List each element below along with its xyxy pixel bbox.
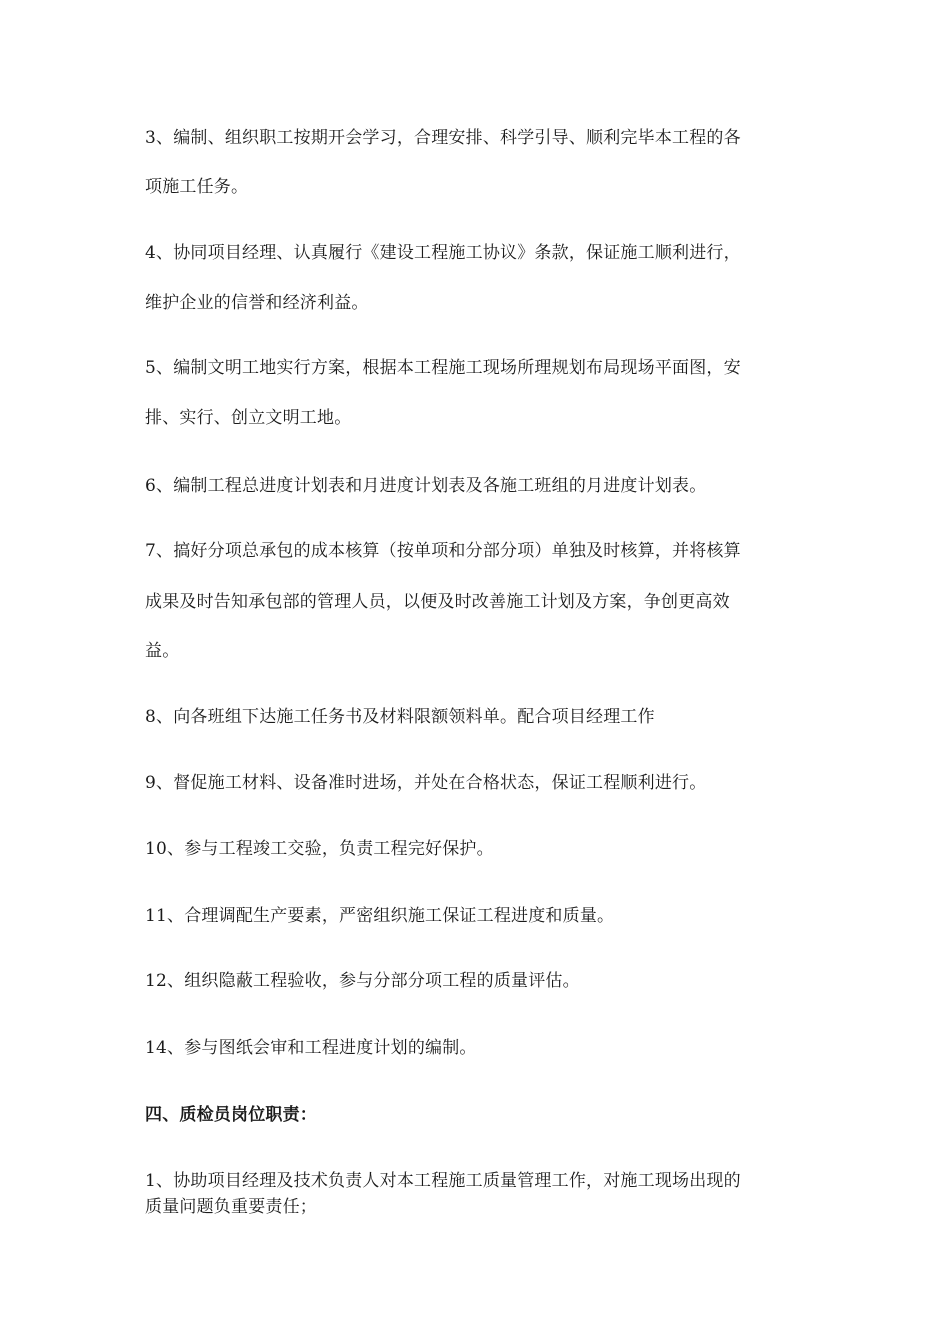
section-heading: 四、质检员岗位职责： xyxy=(145,1105,317,1125)
text-line: 9、督促施工材料、设备准时进场，并处在合格状态，保证工程顺利进行。 xyxy=(145,773,707,793)
text-line: 10、参与工程竣工交验，负责工程完好保护。 xyxy=(145,839,494,859)
text-line: 4、协同项目经理、认真履行《建设工程施工协议》条款，保证施工顺利进行， xyxy=(145,243,741,263)
text-line: 益。 xyxy=(145,641,180,661)
text-line: 项施工任务。 xyxy=(145,177,249,197)
text-line: 1、协助项目经理及技术负责人对本工程施工质量管理工作，对施工现场出现的 xyxy=(145,1171,741,1191)
text-line: 质量问题负重要责任； xyxy=(145,1197,317,1217)
text-line: 排、实行、创立文明工地。 xyxy=(145,408,352,428)
text-line: 14、参与图纸会审和工程进度计划的编制。 xyxy=(145,1038,477,1058)
text-line: 12、组织隐蔽工程验收，参与分部分项工程的质量评估。 xyxy=(145,971,580,991)
text-line: 8、向各班组下达施工任务书及材料限额领料单。配合项目经理工作 xyxy=(145,707,655,727)
text-line: 3、编制、组织职工按期开会学习，合理安排、科学引导、顺利完毕本工程的各 xyxy=(145,128,741,148)
text-line: 成果及时告知承包部的管理人员，以便及时改善施工计划及方案，争创更高效 xyxy=(145,592,730,612)
text-line: 5、编制文明工地实行方案，根据本工程施工现场所理规划布局现场平面图，安 xyxy=(145,358,741,378)
text-line: 6、编制工程总进度计划表和月进度计划表及各施工班组的月进度计划表。 xyxy=(145,476,707,496)
text-line: 7、搞好分项总承包的成本核算（按单项和分部分项）单独及时核算，并将核算 xyxy=(145,541,741,561)
text-line: 11、合理调配生产要素，严密组织施工保证工程进度和质量。 xyxy=(145,906,615,926)
text-line: 维护企业的信誉和经济利益。 xyxy=(145,293,369,313)
